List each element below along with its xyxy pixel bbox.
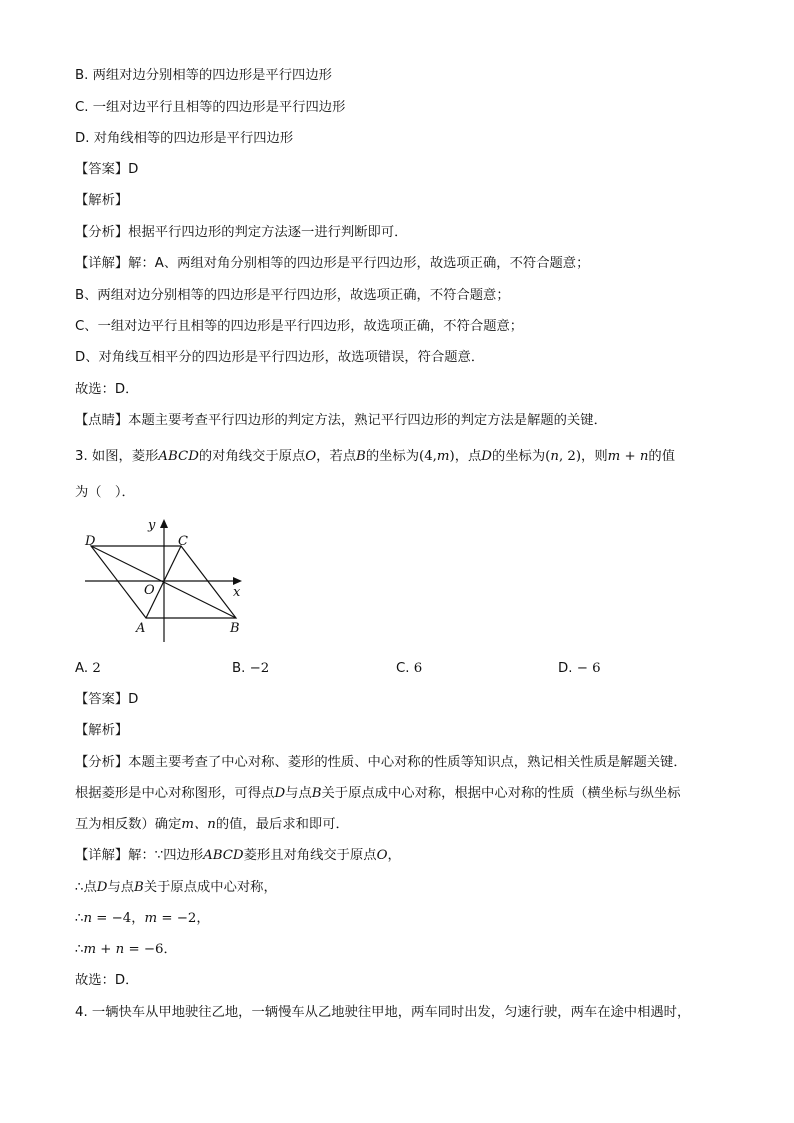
q3-paren: ) <box>449 449 455 464</box>
text: ∴点 <box>75 880 97 895</box>
var-mn: m、n <box>181 817 216 832</box>
choice-b-value: −2 <box>249 661 270 676</box>
choice-a-label: A. <box>75 661 93 676</box>
q3-text: 的坐标为 <box>491 449 546 464</box>
choice-d-value: − 6 <box>576 661 601 676</box>
detail-text-c: C、一组对边平行且相等的四边形是平行四边形，故选项正确，不符合题意； <box>75 319 524 334</box>
rhombus-figure <box>80 514 250 646</box>
var-d: D <box>274 786 286 801</box>
q3-analysis-label: 【解析】 <box>75 723 129 738</box>
choice-b <box>232 660 269 678</box>
value: = −4， <box>92 911 145 926</box>
choice-a <box>75 660 101 678</box>
q3-coord-d: , 2) <box>558 449 582 464</box>
text: ∴ <box>75 911 84 926</box>
question-3-stem <box>75 448 675 466</box>
detail-text-d: D、对角线互相平分的四边形是平行四边形，故选项错误，符合题意． <box>75 350 485 365</box>
q3-coord-d: ( <box>545 449 551 464</box>
detail-text-a: 【详解】解：A、两组对角分别相等的四边形是平行四边形，故选项正确，不符合题意； <box>75 256 590 271</box>
q3-detail-2 <box>75 879 277 897</box>
q3-analysis-text: 【分析】本题主要考查了中心对称、菱形的性质、中心对称的性质等知识点，熟记相关性质是解题关键． <box>75 755 687 770</box>
choice-d <box>558 660 601 678</box>
text: 根据菱形是中心对称图形，可得点 <box>75 786 275 801</box>
text: ， <box>387 848 401 863</box>
y-axis-arrow <box>160 519 168 528</box>
q3-answer-label: 【答案】D <box>75 692 139 707</box>
option-c-text: C. 一组对边平行且相等的四边形是平行四边形 <box>75 100 346 115</box>
q3-text: 的对角线交于原点 <box>198 449 306 464</box>
q3-n: n <box>550 449 559 464</box>
q3-text: 3. 如图，菱形 <box>75 449 159 464</box>
choice-d-label: D. <box>558 661 577 676</box>
x-axis-arrow <box>233 577 242 585</box>
q3-analysis-text-2 <box>75 785 681 803</box>
option-d-text: D. 对角线相等的四边形是平行四边形 <box>75 131 294 146</box>
analysis-text: 【分析】根据平行四边形的判定方法逐一进行判断即可． <box>75 225 408 240</box>
choice-c-value: 6 <box>413 661 423 676</box>
text: 互为相反数）确定 <box>75 817 182 832</box>
label-o: O <box>144 583 155 598</box>
text: 关于原点成中心对称， <box>143 880 277 895</box>
text: 与点 <box>285 786 312 801</box>
option-b-text: B. 两组对边分别相等的四边形是平行四边形 <box>75 68 332 83</box>
q3-text: ，点 <box>454 449 482 464</box>
var-b: B <box>311 786 322 801</box>
var-o: O <box>376 848 388 863</box>
label-b: B <box>230 621 240 636</box>
q3-d: D <box>481 449 492 464</box>
var-m: m <box>144 911 158 926</box>
choice-b-label: B. <box>232 661 250 676</box>
q3-text: 的坐标为 <box>365 449 420 464</box>
label-y: y <box>148 518 156 533</box>
var-m-plus-n: m + n <box>83 942 125 957</box>
q3-m: m <box>436 449 450 464</box>
q3-m-plus-n: m + n <box>607 449 649 464</box>
q3-detail-3 <box>75 910 210 928</box>
q3-detail-1 <box>75 847 401 865</box>
var-n: n <box>83 911 93 926</box>
question-4-stem: 4. 一辆快车从甲地驶往乙地，一辆慢车从乙地驶往甲地，两车同时出发，匀速行驶，两车在途中相遇时， <box>75 1005 691 1020</box>
value: = −6． <box>124 942 177 957</box>
q3-coord-b: (4, <box>419 449 437 464</box>
text: ∴ <box>75 942 84 957</box>
answer-label: 【答案】D <box>75 162 139 177</box>
q3-text: 的值 <box>648 449 676 464</box>
q3-text: ，若点 <box>316 449 357 464</box>
q3-detail-4 <box>75 941 177 959</box>
remark-text: 【点睛】本题主要考查平行四边形的判定方法，熟记平行四边形的判定方法是解题的关键． <box>75 413 607 428</box>
text: 【详解】解：∵四边形 <box>75 848 204 863</box>
q3-abcd: ABCD <box>158 449 199 464</box>
q3-text: ，则 <box>581 449 608 464</box>
question-3-stem-line2: 为（ ）． <box>75 485 135 500</box>
label-d: D <box>85 534 96 549</box>
q3-choice-text: 故选：D． <box>75 973 139 988</box>
label-c: C <box>178 534 188 549</box>
var-d: D <box>96 880 108 895</box>
q3-o: O <box>305 449 317 464</box>
label-x: x <box>233 585 241 600</box>
value: = −2， <box>157 911 210 926</box>
text: 菱形且对角线交于原点 <box>243 848 377 863</box>
q3-b: B <box>356 449 366 464</box>
choice-c <box>396 660 422 678</box>
choice-a-value: 2 <box>92 661 101 676</box>
q3-analysis-text-3 <box>75 816 349 834</box>
analysis-label: 【解析】 <box>75 193 129 208</box>
label-a: A <box>136 621 146 636</box>
detail-text-b: B、两组对边分别相等的四边形是平行四边形，故选项正确，不符合题意； <box>75 288 510 303</box>
choice-text: 故选：D． <box>75 382 139 397</box>
var-abcd: ABCD <box>203 848 244 863</box>
var-b: B <box>134 880 144 895</box>
text: 与点 <box>107 880 135 895</box>
choice-c-label: C. <box>396 661 414 676</box>
text: 关于原点成中心对称，根据中心对称的性质（横坐标与纵坐标 <box>321 786 681 801</box>
text: 的值，最后求和即可． <box>215 817 349 832</box>
